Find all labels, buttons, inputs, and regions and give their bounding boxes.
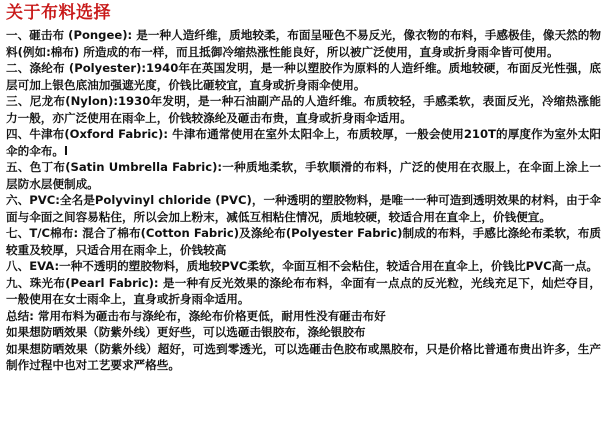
paragraph-tc-cotton: 七、T/C棉布: 混合了棉布(Cotton Fabric)及涤纶布(Polyester Fabric)制成的布料，手感比涤纶布柔软，布质较重及较厚，只适合用在雨伞上，价钱较高 [6,226,601,257]
paragraph-polyester: 二、涤纶布 (Polyester):1940年在英国发明，是一种以塑胶作为原料的人造纤维。质地较硬，布面反光性强，底层可加上银色底油加强遮光度，价钱比砸较宜，直身或折身雨伞使用。 [6,61,601,92]
paragraph-satin: 五、色丁布(Satin Umbrella Fabric):一种质地柔软，手软顺滑的布料，广泛的使用在衣服上，在伞面上涂上一层防水层便制成。 [6,160,601,191]
paragraph-eva: 八、EVA:一种不透明的塑胶物料，质地较PVC柔软，伞面互相不会粘住，较适合用在直伞上，价钱比PVC高一点。 [6,259,599,273]
paragraph-oxford: 四、牛津布(Oxford Fabric): 牛津布通常使用在室外太阳伞上，布质较厚，一般会使用210T的厚度作为室外太阳伞的伞布。l [6,127,601,158]
paragraph-summary: 总结: 常用布料为砸击布与涤纶布，涤纶布价格更低，耐用性没有砸击布好 [6,308,386,323]
document-body [6,27,601,374]
paragraph-pongee: 一、砸击布 (Pongee): 是一种人造纤维，质地较柔，布面呈哑色不易反光，像衣物的布料，手感极佳，像天然的物料(例如:棉布) 所造成的布一样，而且抵御冷缩热涨性能良好，所以被广泛使用，直身或折身雨伞皆可使用。 [6,28,601,59]
paragraph-sun-protection-best: 如果想防晒效果（防紫外线）超好，可选到零透光，可以选砸击色胶布或黑胶布，只是价格比普通布贵出许多，生产制作过程中也对工艺要求严格些。 [6,341,601,372]
paragraph-nylon: 三、尼龙布(Nylon):1930年发明，是一种石油副产品的人造纤维。布质较轻，手感柔软，表面反光，冷缩热涨能力一般，亦广泛使用在雨伞上，价钱较涤纶及砸击布贵，直身或折身雨伞适用。 [6,94,601,125]
paragraph-sun-protection-better: 如果想防晒效果（防紫外线）更好些，可以选砸击银胶布，涤纶银胶布 [6,325,366,339]
paragraph-pvc: 六、PVC:全名是Polyvinyl chloride (PVC)，一种透明的塑胶物料，是唯一一种可造到透明效果的材料，由于伞面与伞面之间容易粘住，所以会加上粉末，减低互相粘住情况，质地较硬，较适合用在直伞上，价钱便宜。 [6,193,601,224]
paragraph-pearl: 九、珠光布(Pearl Fabric): 是一种有反光效果的涤纶布布料，伞面有一点点的反光粒，光线充足下，灿烂夺目，一般使用在女士雨伞上，直身或折身雨伞适用。 [6,275,601,306]
page-title: 关于布料选择 [6,3,111,23]
